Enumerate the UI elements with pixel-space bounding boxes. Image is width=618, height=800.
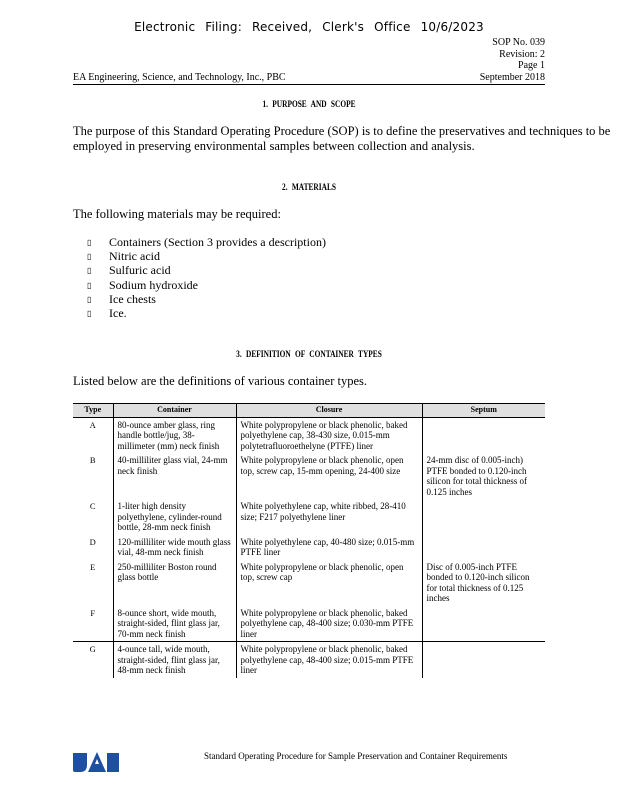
cell-type: A	[73, 417, 113, 453]
column-header-container: Container	[113, 404, 236, 418]
section-heading-materials: 2. MATERIALS	[282, 182, 336, 192]
ea-logo-left-mark	[73, 753, 87, 772]
cell-septum	[422, 606, 545, 642]
sop-page: Page 1	[518, 60, 545, 71]
cell-container: 4-ounce tall, wide mouth, straight-sided, flint glass jar, 48-mm neck finish	[113, 642, 236, 678]
cell-septum	[422, 417, 545, 453]
cell-septum	[422, 499, 545, 535]
cell-container: 80-ounce amber glass, ring handle bottle/jug, 38-millimeter (mm) neck finish	[113, 417, 236, 453]
cell-closure: White polypropylene or black phenolic, open top, screw cap, 15-mm opening, 24-400 size	[236, 453, 422, 499]
materials-list	[87, 235, 326, 320]
container-types-table	[73, 403, 545, 678]
cell-closure: White polypropylene or black phenolic, baked polyethylene cap, 48-400 size; 0.030-mm PTFE liner	[236, 606, 422, 642]
list-item: ▯ Sodium hydroxide	[87, 277, 198, 292]
cell-septum: 24-mm disc of 0.005-inch) PTFE bonded to 0.120-inch silicon for total thickness of 0.125 inches	[426, 455, 527, 497]
table-row	[73, 417, 545, 453]
cell-septum	[422, 642, 545, 678]
cell-closure: White polypropylene or black phenolic, baked polyethylene cap, 38-430 size, 0.015-mm polytetrafluoroethelyne (PTFE) liner	[236, 417, 422, 453]
cell-container: 40-milliliter glass vial, 24-mm neck finish	[113, 453, 236, 499]
cell-container: 120-milliliter wide mouth glass vial, 48-mm neck finish	[113, 535, 236, 560]
cell-septum: Disc of 0.005-inch PTFE bonded to 0.120-inch silicon for total thickness of 0.125 inches	[426, 561, 530, 603]
bullet-icon: ▯	[87, 252, 92, 262]
section-heading-definitions: 3. DEFINITION OF CONTAINER TYPES	[236, 349, 382, 359]
definitions-intro: Listed below are the definitions of various container types.	[73, 374, 368, 388]
cell-type: F	[73, 606, 113, 642]
footer-text: Standard Operating Procedure for Sample Preservation and Container Requirements	[204, 751, 508, 761]
cell-container: 8-ounce short, wide mouth, straight-sided, flint glass jar, 70-mm neck finish	[113, 606, 236, 642]
cell-closure: White polypropylene or black phenolic, open top, screw cap	[236, 560, 422, 606]
filing-stamp: Electronic Filing: Received, Clerk's Office 10/6/2023	[134, 20, 484, 34]
cell-septum	[422, 535, 545, 560]
cell-type: D	[73, 535, 113, 560]
bullet-icon: ▯	[87, 309, 92, 319]
cell-type: E	[73, 560, 113, 606]
ea-logo-icon	[73, 751, 119, 773]
sop-meta	[480, 37, 545, 83]
sop-date: September 2018	[479, 71, 545, 83]
list-item: ▯ Ice.	[87, 306, 127, 321]
cell-closure: White polypropylene or black phenolic, baked polyethylene cap, 48-400 size; 0.015-mm PTFE liner	[236, 642, 422, 678]
table-row	[73, 535, 545, 560]
section-heading-purpose: 1. PURPOSE AND SCOPE	[262, 99, 356, 109]
table-row	[73, 606, 545, 642]
table-row	[73, 453, 545, 499]
sop-number: SOP No. 039	[492, 37, 545, 48]
materials-intro: The following materials may be required:	[73, 207, 281, 221]
list-item: ▯ Ice chests	[87, 291, 156, 306]
list-item: ▯ Containers (Section 3 provides a description)	[87, 235, 326, 249]
table-row	[73, 560, 545, 606]
list-item: ▯ Nitric acid	[87, 249, 160, 264]
cell-closure: White polyethylene cap, 40-480 size; 0.015-mm PTFE liner	[236, 535, 422, 560]
list-item: ▯ Sulfuric acid	[87, 263, 171, 278]
column-header-septum: Septum	[422, 404, 545, 418]
column-header-type: Type	[73, 404, 113, 418]
table-row	[73, 642, 545, 678]
bullet-icon: ▯	[87, 294, 92, 304]
cell-closure: White polyethylene cap, white ribbed, 28-410 size; F217 polyethylene liner	[236, 499, 422, 535]
sop-revision: Revision: 2	[499, 48, 545, 60]
cell-type: B	[73, 453, 113, 499]
cell-container: 250-milliliter Boston round glass bottle	[113, 560, 236, 606]
table-row	[73, 499, 545, 535]
bullet-icon: ▯	[87, 280, 92, 290]
table-header-row	[73, 404, 545, 418]
bullet-icon: ▯	[87, 266, 92, 276]
bullet-icon: ▯	[87, 238, 92, 247]
ea-logo-right-mark	[107, 753, 119, 772]
header-rule	[73, 84, 545, 85]
purpose-paragraph: The purpose of this Standard Operating Procedure (SOP) is to define the preservatives and techniques to be employed in preserving environmental samples between collection and analysis.	[73, 124, 611, 153]
column-header-closure: Closure	[236, 404, 422, 418]
company-name: EA Engineering, Science, and Technology, Inc., PBC	[73, 72, 286, 83]
cell-type: C	[73, 499, 113, 535]
cell-type: G	[73, 642, 113, 678]
cell-container: 1-liter high density polyethylene, cylinder-round bottle, 28-mm neck finish	[113, 499, 236, 535]
